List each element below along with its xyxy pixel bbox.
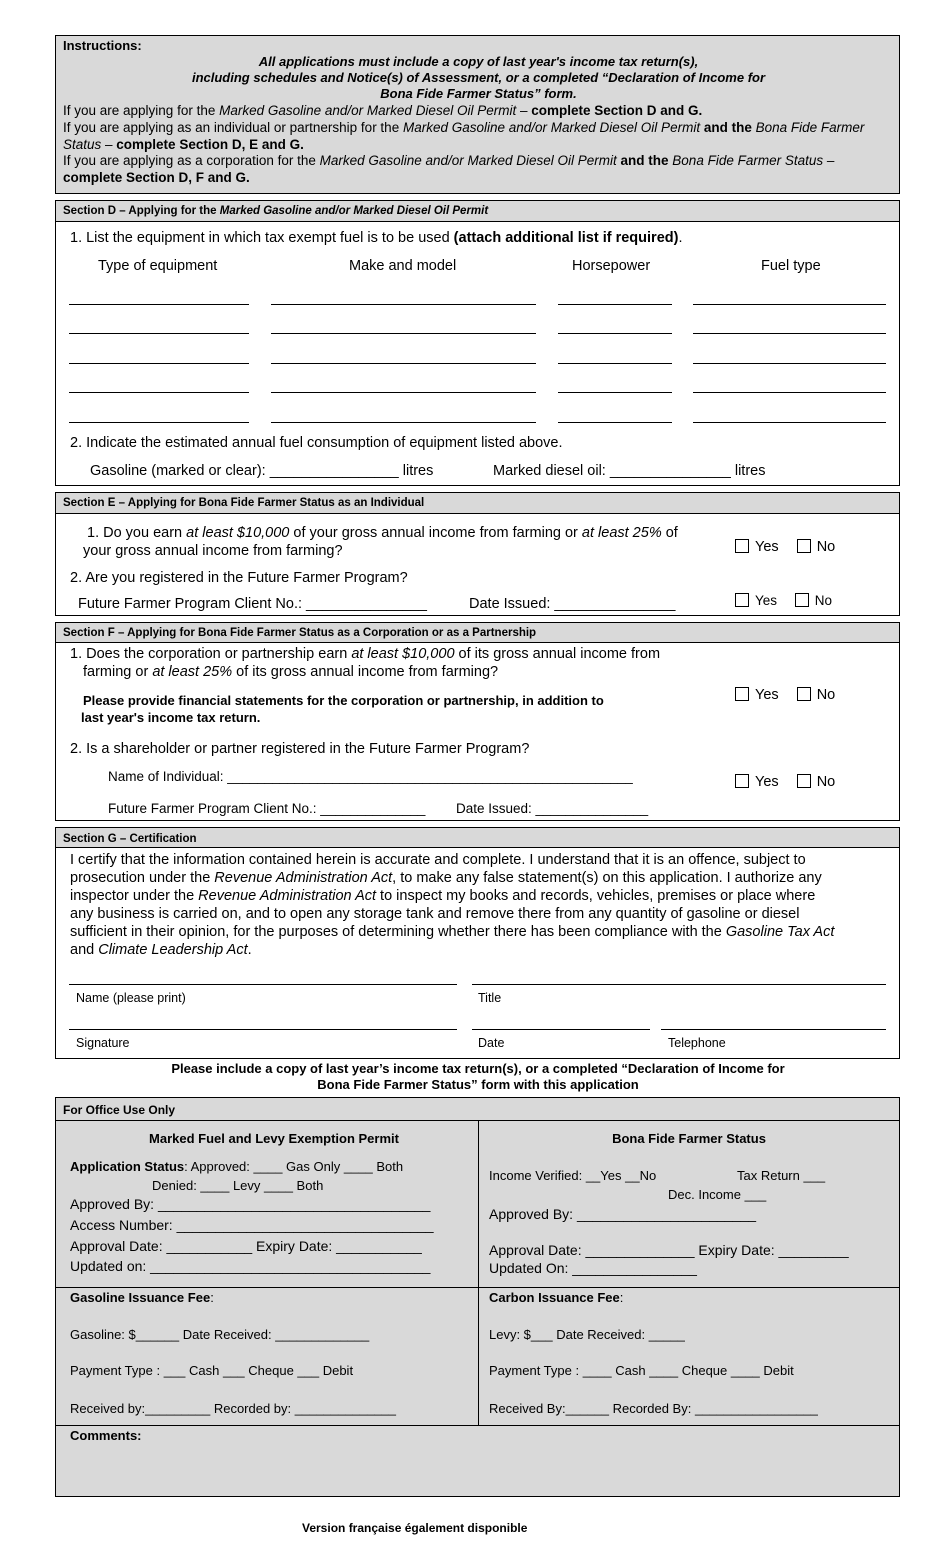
french-version-note: Version française également disponible — [302, 1521, 528, 1535]
section-d-question-2: 2. Indicate the estimated annual fuel consumption of equipment listed above. — [70, 435, 563, 451]
access-number-field[interactable]: Access Number: _________________________________ — [70, 1217, 434, 1233]
section-e-question-1-line-2: your gross annual income from farming? — [83, 543, 343, 559]
signature-line[interactable] — [69, 1029, 457, 1030]
name-label: Name (please print) — [76, 991, 186, 1005]
equipment-row-5-col-1-line[interactable] — [69, 422, 249, 423]
equipment-row-4-col-2-line[interactable] — [271, 392, 536, 393]
instructions-line-2: If you are applying as an individual or partnership for the Marked Gasoline and/or Marked Diesel Oil Permit and the Bona Fide Farmer — [63, 120, 865, 135]
yes-checkbox[interactable] — [735, 539, 749, 553]
instructions-box — [55, 35, 900, 194]
carbon-payment-type[interactable]: Payment Type : ____ Cash ____ Cheque ____ Debit — [489, 1363, 794, 1378]
right-approval-date-field[interactable]: Approval Date: ______________ Expiry Date: _________ — [489, 1242, 849, 1258]
equipment-row-3-col-1-line[interactable] — [69, 363, 249, 364]
no-checkbox[interactable] — [797, 774, 811, 788]
name-of-individual-field[interactable]: Name of Individual: ______________________________________________________ — [108, 769, 633, 784]
section-e-question-1: 1. Do you earn at least $10,000 of your gross annual income from farming or at least 25% of — [87, 525, 678, 541]
carbon-received-by[interactable]: Received By:______ Recorded By: _________________ — [489, 1401, 818, 1416]
no-checkbox[interactable] — [797, 539, 811, 553]
instructions-line-4: If you are applying as a corporation for the Marked Gasoline and/or Marked Diesel Oil Permit and the Bona Fide Farmer Status – — [63, 153, 835, 168]
section-d-header: Section D – Applying for the Marked Gasoline and/or Marked Diesel Oil Permit — [56, 201, 899, 222]
section-f-question-2: 2. Is a shareholder or partner registered in the Future Farmer Program? — [70, 741, 530, 757]
office-column-divider — [478, 1120, 479, 1425]
certification-line-4: any business is carried on, and to open any storage tank and remove there from any quantity of gasoline or diesel — [70, 906, 800, 922]
section-f-note-line-2: last year's income tax return. — [81, 710, 261, 725]
office-comments-divider — [56, 1425, 899, 1426]
right-approved-by-field[interactable]: Approved By: _______________________ — [489, 1206, 757, 1222]
title-signature-line[interactable] — [472, 984, 886, 985]
section-f-q1-yes-no: Yes No — [735, 687, 849, 703]
gasoline-fee-title: Gasoline Issuance Fee: — [70, 1290, 214, 1305]
equipment-row-2-col-1-line[interactable] — [69, 333, 249, 334]
instructions-bold-line-2: including schedules and Notice(s) of Assessment, or a completed “Declaration of Income for — [191, 70, 766, 85]
equipment-row-1-col-4-line[interactable] — [693, 304, 886, 305]
no-checkbox[interactable] — [797, 687, 811, 701]
section-e-q2-yes-no: Yes No — [735, 593, 846, 608]
section-e-header: Section E – Applying for Bona Fide Farmer Status as an Individual — [56, 493, 899, 514]
title-label: Title — [478, 991, 502, 1005]
column-fuel-type: Fuel type — [761, 258, 821, 274]
section-e-q1-yes-no: Yes No — [735, 539, 849, 555]
instructions-label: Instructions: — [63, 38, 142, 53]
denied-line: Denied: ____ Levy ____ Both — [152, 1178, 324, 1193]
instructions-line-3: Status – complete Section D, E and G. — [63, 137, 304, 152]
date-label: Date — [478, 1036, 505, 1050]
tax-return: Tax Return ___ — [737, 1168, 826, 1183]
equipment-row-4-col-1-line[interactable] — [69, 392, 249, 393]
equipment-row-4-col-3-line[interactable] — [558, 392, 672, 393]
yes-checkbox[interactable] — [735, 687, 749, 701]
equipment-row-5-col-4-line[interactable] — [693, 422, 886, 423]
no-checkbox[interactable] — [795, 593, 809, 607]
equipment-row-5-col-2-line[interactable] — [271, 422, 536, 423]
equipment-row-1-col-1-line[interactable] — [69, 304, 249, 305]
section-f-note-line-1: Please provide financial statements for the corporation or partnership, in addition to — [83, 693, 604, 708]
gasoline-consumption-field[interactable]: Gasoline (marked or clear): ________________ litres — [90, 463, 434, 479]
instructions-bold-line-3: Bona Fide Farmer Status” form. — [380, 86, 577, 101]
certification-line-2: prosecution under the Revenue Administration Act, to make any false statement(s) on this application. I authorize any — [70, 870, 822, 886]
updated-on-field[interactable]: Updated on: ____________________________________ — [70, 1258, 431, 1274]
section-e — [55, 492, 900, 616]
instructions-line-5: complete Section D, F and G. — [63, 170, 250, 185]
approval-date-field[interactable]: Approval Date: ___________ Expiry Date: ___________ — [70, 1238, 422, 1254]
gasoline-payment-type[interactable]: Payment Type : ___ Cash ___ Cheque ___ Debit — [70, 1363, 354, 1378]
section-f — [55, 622, 900, 821]
section-g — [55, 827, 900, 1059]
future-farmer-client-no-field[interactable]: Future Farmer Program Client No.: ______________ — [108, 801, 426, 816]
future-farmer-client-no-field[interactable]: Future Farmer Program Client No.: _______________ — [78, 596, 427, 612]
signature-label: Signature — [76, 1036, 130, 1050]
equipment-row-3-col-2-line[interactable] — [271, 363, 536, 364]
income-verified: Income Verified: __Yes __No — [489, 1168, 657, 1183]
section-d-question-1: 1. List the equipment in which tax exempt fuel is to be used (attach additional list if required). — [70, 230, 683, 246]
certification-line-3: inspector under the Revenue Administration Act to inspect my books and records, vehicles, premises or place where — [70, 888, 816, 904]
equipment-row-2-col-3-line[interactable] — [558, 333, 672, 334]
gasoline-received-by[interactable]: Received by:_________ Recorded by: ______________ — [70, 1401, 396, 1416]
bona-fide-status-title: Bona Fide Farmer Status — [612, 1131, 766, 1146]
date-issued-field[interactable]: Date Issued: _______________ — [456, 801, 649, 816]
date-issued-field[interactable]: Date Issued: _______________ — [469, 596, 676, 612]
comments-label: Comments: — [70, 1428, 142, 1443]
carbon-fee-line[interactable]: Levy: $___ Date Received: _____ — [489, 1327, 685, 1342]
dec-income: Dec. Income ___ — [668, 1187, 767, 1202]
carbon-fee-title: Carbon Issuance Fee: — [489, 1290, 624, 1305]
date-line[interactable] — [472, 1029, 650, 1030]
equipment-row-2-col-4-line[interactable] — [693, 333, 886, 334]
section-g-header: Section G – Certification — [56, 828, 899, 848]
equipment-row-1-col-2-line[interactable] — [271, 304, 536, 305]
yes-checkbox[interactable] — [735, 774, 749, 788]
equipment-row-1-col-3-line[interactable] — [558, 304, 672, 305]
column-make-and-model: Make and model — [349, 258, 457, 274]
section-f-question-1-line-2: farming or at least 25% of its gross annual income from farming? — [83, 664, 499, 680]
yes-checkbox[interactable] — [735, 593, 749, 607]
equipment-row-4-col-4-line[interactable] — [693, 392, 886, 393]
approved-by-field[interactable]: Approved By: ___________________________________ — [70, 1196, 431, 1212]
equipment-row-3-col-3-line[interactable] — [558, 363, 672, 364]
right-updated-on-field[interactable]: Updated On: ________________ — [489, 1260, 697, 1276]
equipment-row-3-col-4-line[interactable] — [693, 363, 886, 364]
reminder-line-1: Please include a copy of last year’s income tax return(s), or a completed “Declaration of Income for — [171, 1061, 785, 1076]
office-row-divider — [56, 1287, 899, 1288]
section-f-header: Section F – Applying for Bona Fide Farmer Status as a Corporation or as a Partnership — [56, 623, 899, 643]
office-use-box — [55, 1097, 900, 1497]
section-e-question-2: 2. Are you registered in the Future Farmer Program? — [70, 570, 408, 586]
equipment-row-5-col-3-line[interactable] — [558, 422, 672, 423]
certification-line-5: sufficient in their opinion, for the purposes of determining whether there has been compliance with the Gasoline Tax Act — [70, 924, 835, 940]
instructions-bold-line-1: All applications must include a copy of last year's income tax return(s), — [258, 54, 699, 69]
diesel-consumption-field[interactable]: Marked diesel oil: _______________ litres — [493, 463, 766, 479]
certification-line-1: I certify that the information contained herein is accurate and complete. I understand that it is an offence, subject to — [70, 852, 806, 868]
telephone-label: Telephone — [668, 1036, 726, 1050]
name-signature-line[interactable] — [69, 984, 457, 985]
reminder-line-2: Bona Fide Farmer Status” form with this application — [317, 1077, 639, 1092]
marked-fuel-permit-title: Marked Fuel and Levy Exemption Permit — [149, 1131, 399, 1146]
section-f-question-1: 1. Does the corporation or partnership earn at least $10,000 of its gross annual income from — [70, 646, 661, 662]
office-use-header: For Office Use Only — [63, 1103, 176, 1117]
application-status: Application Status: Approved: ____ Gas Only ____ Both — [70, 1159, 404, 1174]
instructions-line-1: If you are applying for the Marked Gasoline and/or Marked Diesel Oil Permit – complete Section D and G. — [63, 103, 703, 118]
section-d — [55, 200, 900, 486]
certification-line-6: and Climate Leadership Act. — [70, 942, 252, 958]
equipment-row-2-col-2-line[interactable] — [271, 333, 536, 334]
telephone-line[interactable] — [661, 1029, 886, 1030]
gasoline-fee-line[interactable]: Gasoline: $______ Date Received: _____________ — [70, 1327, 370, 1342]
column-type-of-equipment: Type of equipment — [98, 258, 218, 274]
section-f-q2-yes-no: Yes No — [735, 774, 849, 790]
column-horsepower: Horsepower — [572, 258, 651, 274]
